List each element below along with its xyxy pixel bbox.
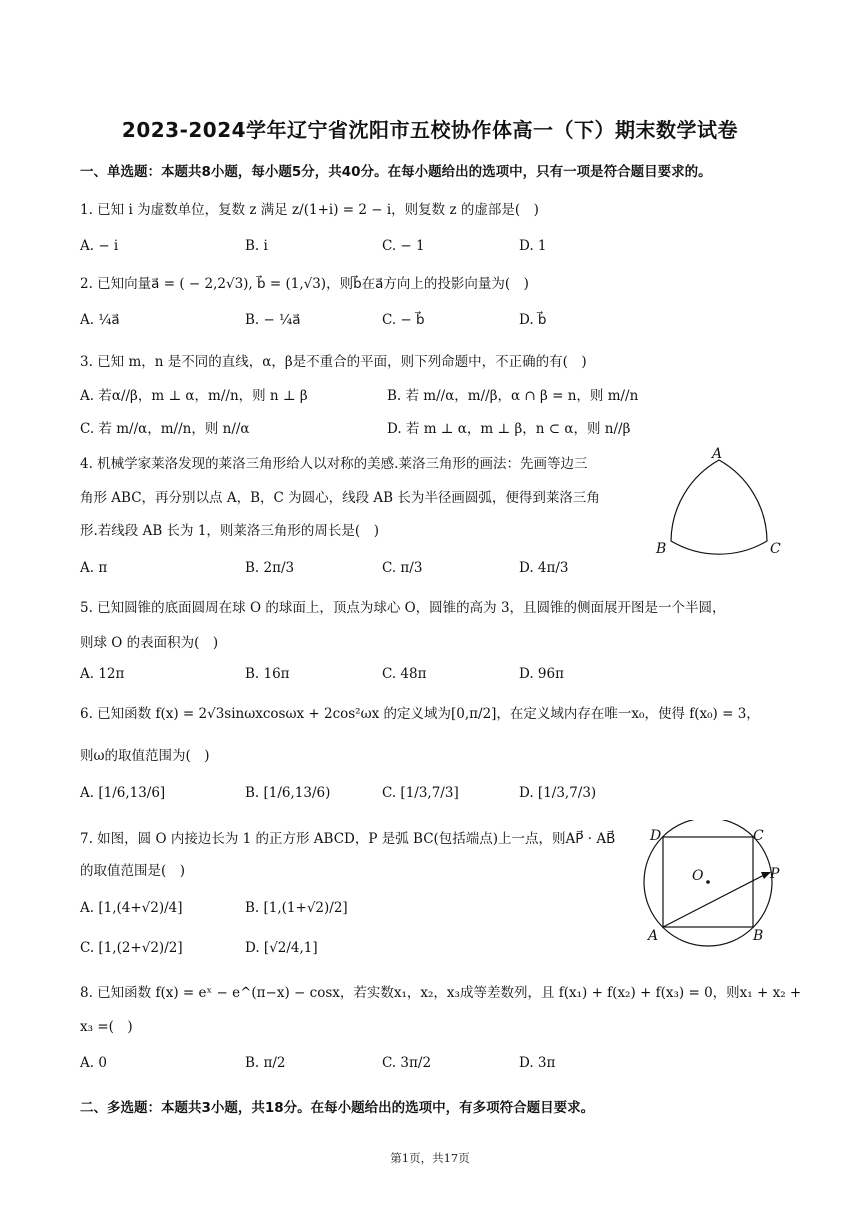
section-heading-single-choice: 一、单选题：本题共8小题，每小题5分，共40分。在每小题给出的选项中，只有一项是符合题目要求的。 xyxy=(80,164,712,180)
question-4-stem-line-3: 形.若线段 AB 长为 1，则莱洛三角形的周长是( ) xyxy=(80,523,379,539)
figure-label-b: B xyxy=(656,541,667,557)
figure-label-p: P xyxy=(770,866,780,882)
q2-option-b: B. − ¼a⃗ xyxy=(245,312,301,328)
question-7-stem-line-1: 7. 如图，圆 O 内接边长为 1 的正方形 ABCD，P 是弧 BC(包括端点)上一点，则AP⃗ · AB⃗ xyxy=(80,831,616,847)
question-1-stem: 1. 已知 i 为虚数单位，复数 z 满足 z/(1+i) = 2 − i，则复数 z 的虚部是( ) xyxy=(80,202,539,218)
q4-option-b: B. 2π/3 xyxy=(245,560,295,576)
question-5-stem-line-2: 则球 O 的表面积为( ) xyxy=(80,635,219,651)
q7-option-d: D. [√2/4,1] xyxy=(245,940,318,956)
q7-option-a: A. [1,(4+√2)/4] xyxy=(80,900,183,916)
q3-option-d: D. 若 m ⊥ α，m ⊥ β，n ⊂ α，则 n//β xyxy=(387,421,631,437)
figure-label-a: A xyxy=(712,446,723,462)
q7-option-c: C. [1,(2+√2)/2] xyxy=(80,940,183,956)
q1-option-a: A. − i xyxy=(80,238,119,254)
q3-option-a: A. 若α//β，m ⊥ α，m//n，则 n ⊥ β xyxy=(80,388,308,404)
q4-option-d: D. 4π/3 xyxy=(519,560,569,576)
figure-label-o: O xyxy=(692,868,704,884)
q3-option-b: B. 若 m//α，m//β，α ∩ β = n，则 m//n xyxy=(387,388,639,404)
q5-option-b: B. 16π xyxy=(245,666,290,682)
figure-label-d: D xyxy=(650,828,662,844)
section-heading-multiple-choice: 二、多选题：本题共3小题，共18分。在每小题给出的选项中，有多项符合题目要求。 xyxy=(80,1100,595,1116)
q6-option-a: A. [1/6,13/6] xyxy=(80,785,166,801)
figure-label-b: B xyxy=(753,928,764,944)
question-5-stem-line-1: 5. 已知圆锥的底面圆周在球 O 的球面上，顶点为球心 O，圆锥的高为 3，且圆锥的侧面展开图是一个半圆， xyxy=(80,600,726,616)
question-8-stem-line-1: 8. 已知函数 f(x) = eˣ − e^(π−x) − cosx，若实数x₁，x₂，x₃成等差数列，且 f(x₁) + f(x₂) + f(x₃) = 0，则x₁ + x₂ + xyxy=(80,985,802,1001)
figure-label-c: C xyxy=(753,828,764,844)
page-title: 2023-2024学年辽宁省沈阳市五校协作体高一（下）期末数学试卷 xyxy=(121,118,739,142)
q2-option-d: D. b⃗ xyxy=(519,312,547,328)
q5-option-d: D. 96π xyxy=(519,666,564,682)
q5-option-c: C. 48π xyxy=(382,666,427,682)
circle-square-figure xyxy=(640,820,790,950)
reuleaux-triangle-figure xyxy=(650,440,790,570)
q4-option-c: C. π/3 xyxy=(382,560,423,576)
question-7-stem-line-2: 的取值范围是( ) xyxy=(80,863,186,879)
q6-option-d: D. [1/3,7/3) xyxy=(519,785,597,801)
q5-option-a: A. 12π xyxy=(80,666,125,682)
q7-option-b: B. [1,(1+√2)/2] xyxy=(245,900,348,916)
q2-option-a: A. ¼a⃗ xyxy=(80,312,120,328)
figure-label-c: C xyxy=(770,541,781,557)
q1-option-c: C. − 1 xyxy=(382,238,425,254)
question-4-stem-line-1: 4. 机械学家莱洛发现的莱洛三角形给人以对称的美感.莱洛三角形的画法：先画等边三 xyxy=(80,456,588,472)
question-8-stem-line-2: x₃ =( ) xyxy=(80,1019,133,1035)
figure-label-a: A xyxy=(648,928,659,944)
q4-option-a: A. π xyxy=(80,560,108,576)
question-6-stem-line-2: 则ω的取值范围为( ) xyxy=(80,748,210,764)
q8-option-d: D. 3π xyxy=(519,1055,556,1071)
q1-option-d: D. 1 xyxy=(519,238,547,254)
q6-option-b: B. [1/6,13/6) xyxy=(245,785,331,801)
q8-option-c: C. 3π/2 xyxy=(382,1055,432,1071)
question-3-stem: 3. 已知 m，n 是不同的直线，α，β是不重合的平面，则下列命题中，不正确的有( ) xyxy=(80,354,587,370)
q3-option-c: C. 若 m//α，m//n，则 n//α xyxy=(80,421,250,437)
q8-option-b: B. π/2 xyxy=(245,1055,286,1071)
question-6-stem-line-1: 6. 已知函数 f(x) = 2√3sinωxcosωx + 2cos²ωx 的定义域为[0,π/2]，在定义域内存在唯一x₀，使得 f(x₀) = 3， xyxy=(80,706,760,722)
q6-option-c: C. [1/3,7/3] xyxy=(382,785,459,801)
question-4-stem-line-2: 角形 ABC，再分别以点 A，B，C 为圆心，线段 AB 长为半径画圆弧，便得到莱洛三角 xyxy=(80,490,600,506)
q8-option-a: A. 0 xyxy=(80,1055,107,1071)
question-2-stem: 2. 已知向量a⃗ = ( − 2,2√3), b⃗ = (1,√3)，则b⃗在a⃗方向上的投影向量为( ) xyxy=(80,276,529,292)
page-footer: 第1页，共17页 xyxy=(390,1151,470,1165)
q1-option-b: B. i xyxy=(245,238,268,254)
q2-option-c: C. − b⃗ xyxy=(382,312,425,328)
